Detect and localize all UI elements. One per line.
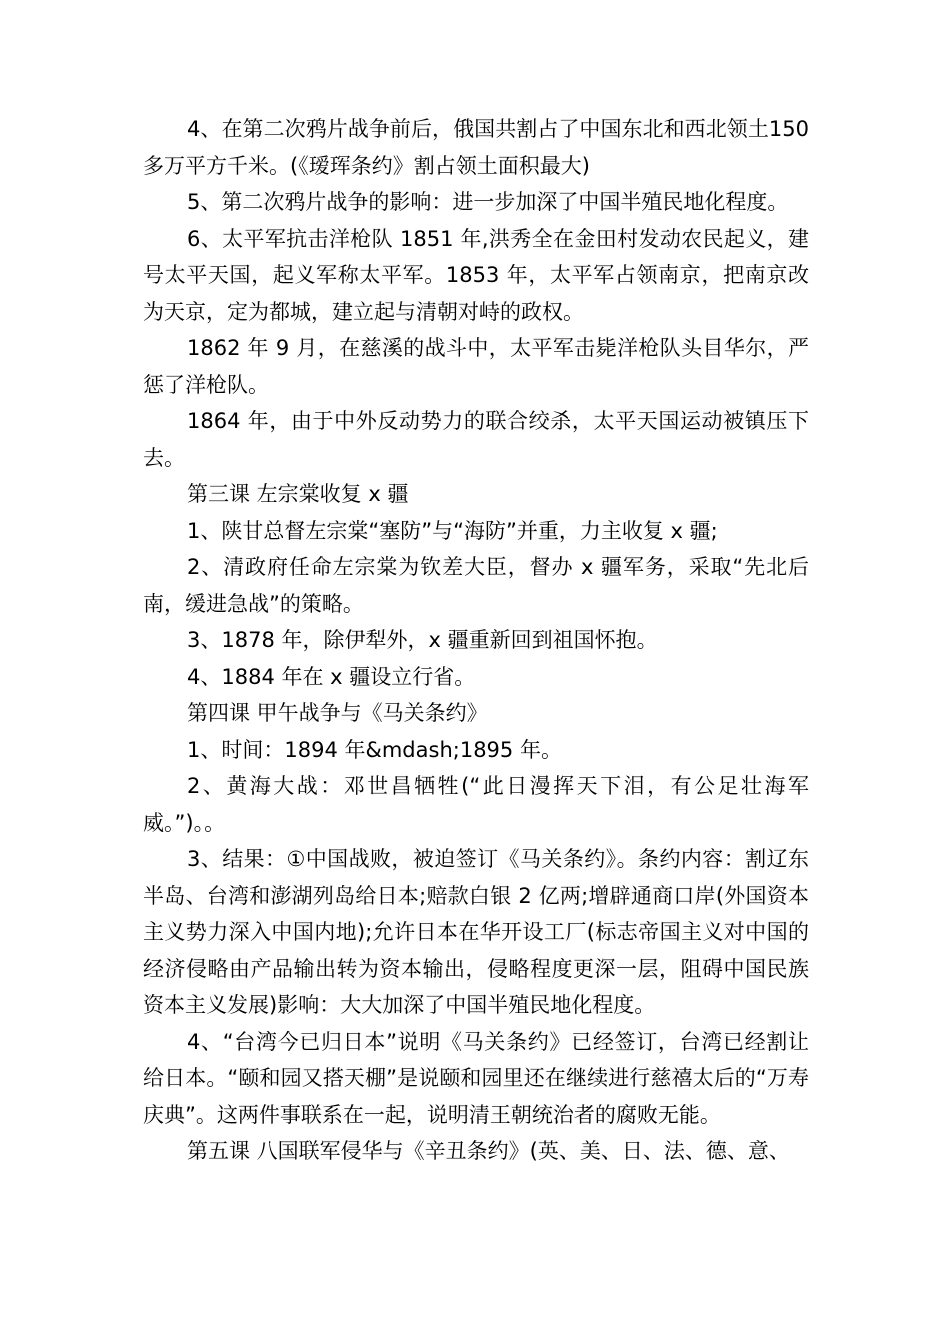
paragraph-opium-war-impact: 5、第二次鸦片战争的影响：进一步加深了中国半殖民地化程度。: [187, 190, 789, 214]
paragraph-cixi-battle: 1862 年 9 月，在慈溪的战斗中，太平军击毙洋枪队头目华尔，严惩了洋枪队。: [143, 336, 809, 397]
lesson-5-heading: 第五课 八国联军侵华与《辛丑条约》(英、美、日、法、德、意、: [187, 1139, 790, 1163]
paragraph-war-time: 1、时间：1894 年&mdash;1895 年。: [187, 737, 562, 762]
document-body: [143, 111, 809, 1170]
paragraph-zuo-appointment: 2、清政府任命左宗棠为钦差大臣，督办 x 疆军务，采取“先北后南，缓进急战”的策略。: [143, 555, 809, 616]
paragraph-taiwan-ceded: 4、“台湾今已归日本”说明《马关条约》已经签订，台湾已经割让给日本。“颐和园又搭天棚”是说颐和园里还在继续进行慈禧太后的“万寿庆典”。这两件事联系在一起，说明清王朝统治者的腐败无能。: [143, 1029, 809, 1127]
paragraph-zuo-defense: 1、陕甘总督左宗棠“塞防”与“海防”并重，力主收复 x 疆;: [187, 518, 718, 543]
lesson-4-heading: 第四课 甲午战争与《马关条约》: [187, 701, 488, 725]
paragraph-yellow-sea-battle: 2、黄海大战：邓世昌牺牲(“此日漫挥天下泪，有公足壮海军威。”)。。: [143, 774, 809, 835]
lesson-3-heading: 第三课 左宗棠收复 x 疆: [187, 482, 409, 506]
paragraph-shimonoseki-result: 3、结果：①中国战败，被迫签订《马关条约》。条约内容：割辽东半岛、台湾和澎湖列岛给日本;赔款白银 2 亿两;增辟通商口岸(外国资本主义势力深入中国内地);允许日本在华开设工厂(标志帝国主义对中国的经济侵略由产品输出转为资本输出，侵略程度更深一层，阻碍中国民族资本主义发展)影响：大大加深了中国半殖民地化程度。: [143, 847, 809, 1017]
paragraph-taiping-rebellion: 6、太平军抗击洋枪队 1851 年,洪秀全在金田村发动农民起义，建号太平天国，起义军称太平军。1853 年，太平军占领南京，把南京改为天京，定为都城，建立起与清朝对峙的政权。: [143, 226, 809, 324]
paragraph-1878-recovery: 3、1878 年，除伊犁外，x 疆重新回到祖国怀抱。: [187, 628, 658, 652]
paragraph-1884-province: 4、1884 年在 x 疆设立行省。: [187, 664, 476, 689]
paragraph-treaty-aihui: 4、在第二次鸦片战争前后，俄国共割占了中国东北和西北领土150多万平方千米。(《瑷珲条约》割占领土面积最大): [143, 117, 809, 178]
paragraph-taiping-suppressed: 1864 年，由于中外反动势力的联合绞杀，太平天国运动被镇压下去。: [143, 409, 809, 470]
